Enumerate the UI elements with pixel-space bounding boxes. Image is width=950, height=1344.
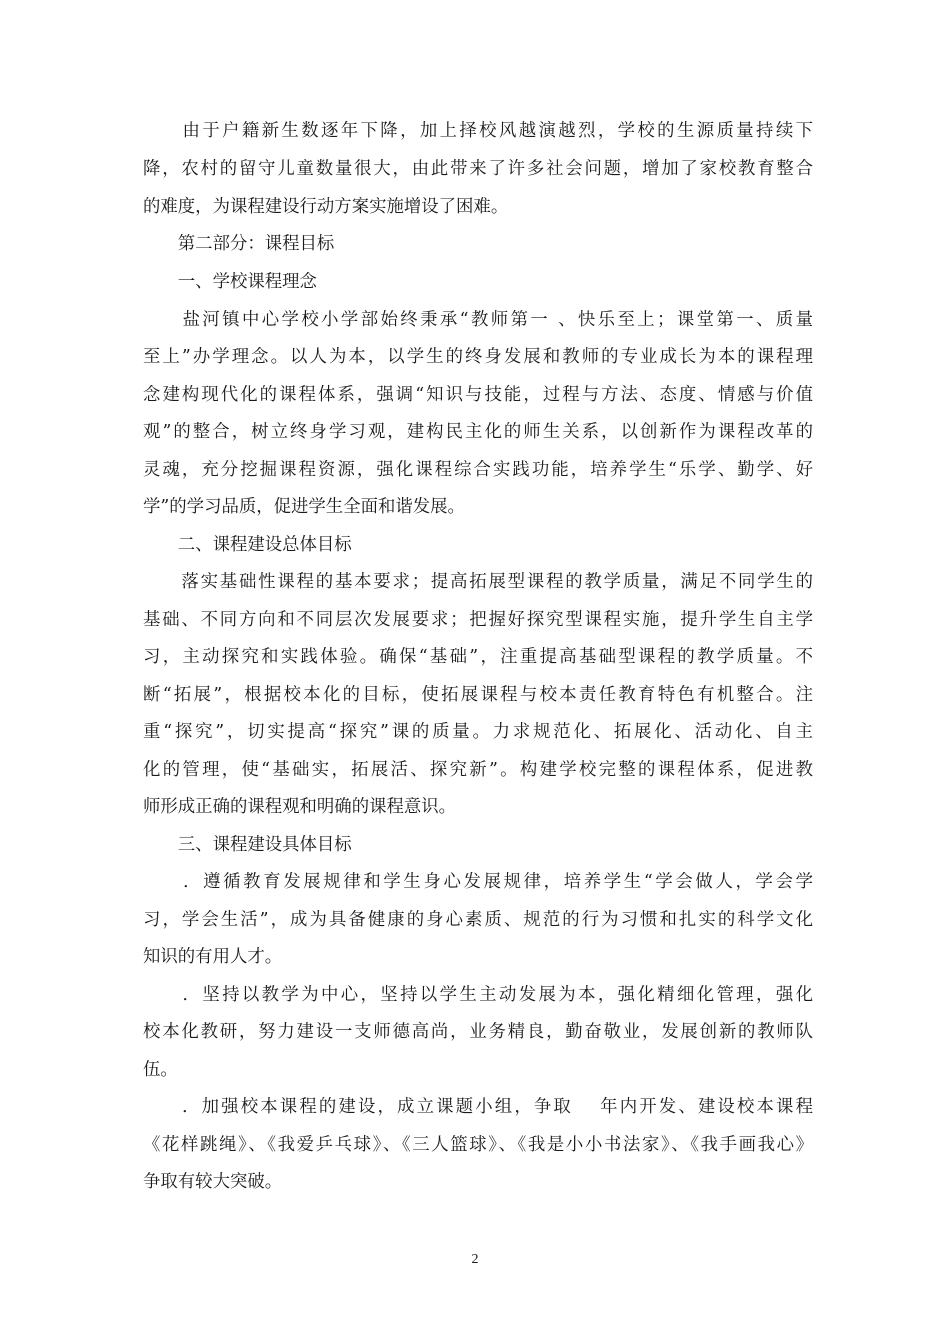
- body-text-line: 由于户籍新生数逐年下降，加上择校风越演越烈，学校的生源质量持续下: [143, 121, 813, 141]
- body-text-line: ．加强校本课程的建设，成立课题小组，争取 年内开发、建设校本课程: [143, 1097, 813, 1117]
- body-text-line: ．坚持以教学为中心，坚持以学生主动发展为本，强化精细化管理，强化: [143, 985, 813, 1005]
- subsection-heading: 三、课程建设具体目标: [143, 835, 352, 855]
- body-text-line: 观”的整合，树立终身学习观，建构民主化的师生关系，以创新作为课程改革的: [143, 422, 813, 442]
- body-text-line: 知识的有用人才。: [143, 947, 283, 967]
- body-text-line: 师形成正确的课程观和明确的课程意识。: [143, 797, 457, 817]
- body-text-line: 灵魂，充分挖掘课程资源，强化课程综合实践功能，培养学生“乐学、勤学、好: [143, 460, 813, 480]
- section-heading: 第二部分：课程目标: [143, 234, 335, 254]
- body-text-line: 争取有较大突破。: [143, 1172, 283, 1192]
- body-text-line: 落实基础性课程的基本要求；提高拓展型课程的教学质量，满足不同学生的: [143, 572, 813, 592]
- body-text-line: 习，学会生活”，成为具备健康的身心素质、规范的行为习惯和扎实的科学文化: [143, 910, 813, 930]
- body-text-line: 的难度，为课程建设行动方案实施增设了困难。: [143, 197, 509, 217]
- body-text-line: 重“探究”，切实提高“探究”课的质量。力求规范化、拓展化、活动化、自主: [143, 722, 813, 742]
- body-text-line: 念建构现代化的课程体系，强调“知识与技能，过程与方法、态度、情感与价值: [143, 385, 813, 405]
- body-text-line: 校本化教研，努力建设一支师德高尚，业务精良，勤奋敬业，发展创新的教师队: [143, 1022, 813, 1042]
- body-text-line: 习，主动探究和实践体验。确保“基础”，注重提高基础型课程的教学质量。不: [143, 647, 813, 667]
- body-text-line: 学”的学习品质，促进学生全面和谐发展。: [143, 497, 465, 517]
- page-number: 2: [471, 1252, 479, 1267]
- body-text-line: 化的管理，使“基础实，拓展活、探究新”。构建学校完整的课程体系，促进教: [143, 760, 813, 780]
- body-text-line: ．遵循教育发展规律和学生身心发展规律，培养学生“学会做人，学会学: [143, 872, 813, 892]
- subsection-heading: 一、学校课程理念: [143, 272, 317, 292]
- body-text-line: 降，农村的留守儿童数量很大，由此带来了许多社会问题，增加了家校教育整合: [143, 159, 813, 179]
- body-text-line: 《花样跳绳》、《我爱乒乓球》、《三人篮球》、《我是小小书法家》、《我手画我心》: [143, 1135, 813, 1155]
- body-text-line: 伍。: [143, 1060, 178, 1080]
- body-text-line: 断“拓展”，根据校本化的目标，使拓展课程与校本责任教育特色有机整合。注: [143, 685, 813, 705]
- body-text-line: 基础、不同方向和不同层次发展要求；把握好探究型课程实施，提升学生自主学: [143, 610, 813, 630]
- body-text-line: 至上”办学理念。以人为本，以学生的终身发展和教师的专业成长为本的课程理: [143, 347, 813, 367]
- body-text-line: 盐河镇中心学校小学部始终秉承“教师第一 、快乐至上；课堂第一、质量: [143, 310, 813, 330]
- subsection-heading: 二、课程建设总体目标: [143, 535, 352, 555]
